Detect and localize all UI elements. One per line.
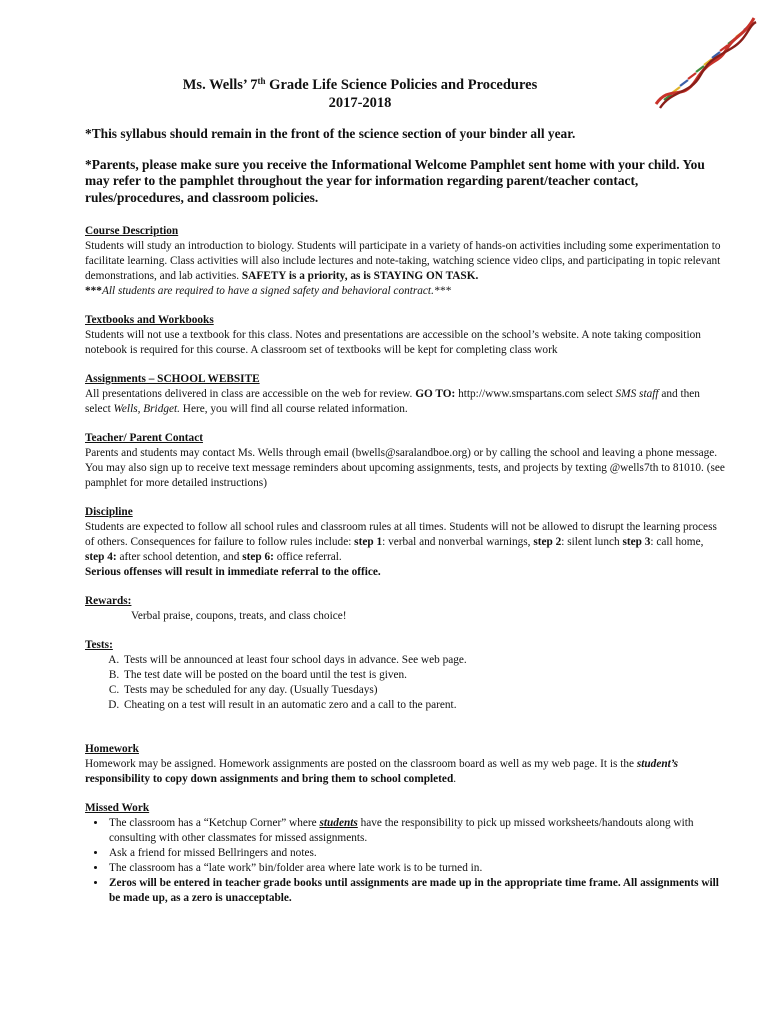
contact-section [85, 431, 725, 491]
list-item: D. Cheating on a test will result in an automatic zero and a call to the parent. [122, 698, 725, 713]
binder-note: *This syllabus should remain in the front of the science section of your binder all year. [85, 126, 576, 141]
course-description-text: Students will study an introduction to biology. Students will participate in a variety of hands-on activities including some experimentation to facilitate learning. Class activities will also include lectures and note-taking, watching science video clips, and participating in topic relevant demonstrations, and lab activities. SAFETY is a priority, as is STAYING ON TASK. ***All students are required to have a signed safety and behavioral contract.*** [85, 240, 721, 297]
tests-list [85, 653, 725, 713]
discipline-heading: Discipline [85, 506, 133, 518]
missed-work-section [85, 801, 725, 906]
rewards-section [85, 594, 725, 624]
syllabus-content [85, 126, 725, 920]
missed-work-heading: Missed Work [85, 802, 150, 814]
textbooks-text: Students will not use a textbook for this class. Notes and presentations are accessible on the school’s website. A note taking composition notebook is required for this course. A classroom set of textbooks will be kept for completing class work [85, 329, 701, 356]
school-year: 2017-2018 [328, 95, 392, 111]
contact-text: Parents and students may contact Ms. Wells through email (bwells@saralandboe.org) or by calling the school and leaving a phone message. You may also sign up to receive text message reminders about upcoming assignments, tests, and projects by texting @wells7th to 81010. (see pamphlet for more detailed instructions) [85, 447, 725, 489]
title-line: Ms. Wells’ 7th Grade Life Science Policies and Procedures [182, 76, 538, 93]
list-item: A. Tests will be announced at least four school days in advance. See web page. [122, 653, 725, 668]
course-description-section [85, 224, 725, 299]
rewards-text: Verbal praise, coupons, treats, and class choice! [131, 610, 347, 622]
assignments-section [85, 372, 725, 417]
assignments-text: All presentations delivered in class are accessible on the web for review. GO TO: http://www.smspartans.com select SMS staff and then select Wells, Bridget. Here, you will find all course related information. [85, 388, 700, 415]
discipline-text: Students are expected to follow all school rules and classroom rules at all times. Students will not be allowed to disrupt the learning process of others. Consequences for failure to follow rules include: step 1: verbal and nonverbal warnings, step 2: silent lunch step 3: call home, step 4: after school detention, and step 6: office referral. Serious offenses will result in immediate referral to the office. [85, 521, 717, 578]
list-item: • Zeros will be entered in teacher grade books until assignments are made up in the appropriate time frame. All assignments will be made up, as a zero is unacceptable. [107, 876, 725, 906]
list-item: • Ask a friend for missed Bellringers and notes. [107, 846, 725, 861]
list-item: B. The test date will be posted on the board until the test is given. [122, 668, 725, 683]
tests-section [85, 638, 725, 713]
homework-section [85, 742, 725, 787]
missed-work-list [85, 816, 725, 906]
textbooks-heading: Textbooks and Workbooks [85, 314, 214, 326]
serious-offenses-note: Serious offenses will result in immediate referral to the office. [85, 566, 381, 578]
course-description-heading: Course Description [85, 225, 179, 237]
homework-text: Homework may be assigned. Homework assignments are posted on the classroom board as well as my web page. It is the student’s responsibility to copy down assignments and bring them to school completed. [85, 758, 679, 785]
homework-heading: Homework [85, 743, 139, 755]
list-item: • The classroom has a “Ketchup Corner” where students have the responsibility to pick up missed worksheets/handouts along with consulting with other classmates for missed assignments. [107, 816, 725, 846]
discipline-section [85, 505, 725, 580]
list-item: • The classroom has a “late work” bin/folder area where late work is to be turned in. [107, 861, 725, 876]
tests-heading: Tests: [85, 639, 113, 651]
parents-note: *Parents, please make sure you receive the Informational Welcome Pamphlet sent home with your child. You may refer to the pamphlet throughout the year for information regarding parent/teacher contact, rules/procedures, and classroom policies. [85, 156, 705, 205]
contact-heading: Teacher/ Parent Contact [85, 432, 203, 444]
document-title [0, 76, 720, 112]
assignments-heading: Assignments – SCHOOL WEBSITE [85, 373, 260, 385]
list-item: C. Tests may be scheduled for any day. (Usually Tuesdays) [122, 683, 725, 698]
rewards-heading: Rewards: [85, 595, 132, 607]
textbooks-section [85, 313, 725, 358]
